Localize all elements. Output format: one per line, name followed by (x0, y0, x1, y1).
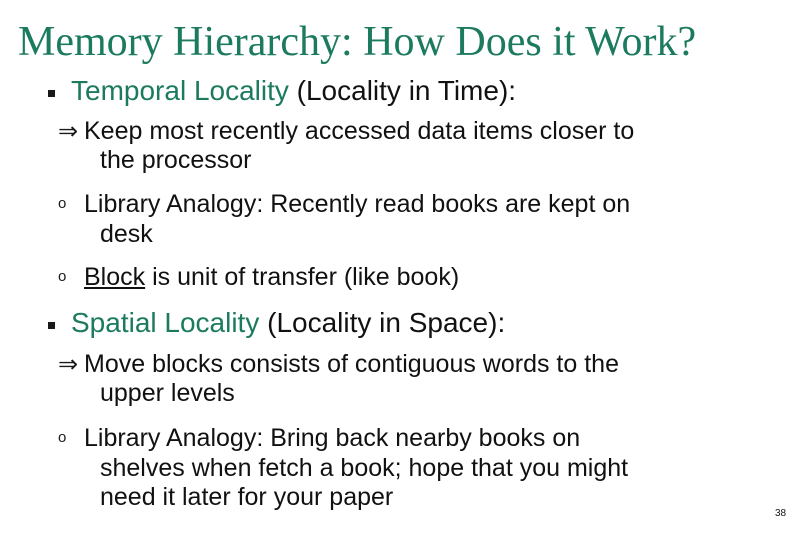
sub-bullet-text: the processor (100, 146, 252, 174)
implies-arrow-icon: ⇒ (58, 118, 79, 145)
bullet-spatial-locality (48, 307, 505, 339)
square-bullet-icon (48, 322, 55, 329)
square-bullet-icon (48, 90, 55, 97)
page-number: 38 (775, 508, 787, 519)
sub-bullet-text: shelves when fetch a book; hope that you might (100, 453, 629, 482)
sub-bullet (58, 117, 758, 175)
sub-bullet-text: Move blocks consists of contiguous words to the (84, 350, 619, 378)
bullet-temporal-locality (48, 75, 516, 107)
bullet-heading-tail: (Locality in Time): (288, 75, 517, 106)
slide-title: Memory Hierarchy: How Does it Work? (18, 19, 697, 65)
circle-bullet-icon: o (58, 194, 67, 212)
sub-bullet-text: is unit of transfer (like book) (145, 263, 460, 291)
circle-bullet-icon: o (58, 267, 67, 285)
sub-bullet-text: Library Analogy: Recently read books are kept on (84, 190, 631, 218)
implies-arrow-icon: ⇒ (58, 351, 79, 378)
sub-bullet-text: need it later for your paper (100, 482, 394, 511)
bullet-heading: Spatial Locality (71, 307, 260, 338)
sub-bullet-text: upper levels (100, 379, 235, 407)
sub-bullet-text: desk (100, 219, 153, 248)
bullet-heading-tail: (Locality in Space): (259, 307, 506, 338)
sub-bullet (58, 424, 758, 512)
circle-bullet-icon: o (58, 428, 67, 446)
sub-bullet-text: Library Analogy: Bring back nearby books on (84, 424, 581, 452)
sub-bullet (58, 350, 758, 408)
sub-bullet (58, 263, 758, 293)
underlined-term: Block (84, 263, 146, 291)
bullet-heading: Temporal Locality (71, 75, 289, 106)
sub-bullet (58, 190, 758, 249)
sub-bullet-text: Keep most recently accessed data items closer to (84, 117, 635, 145)
